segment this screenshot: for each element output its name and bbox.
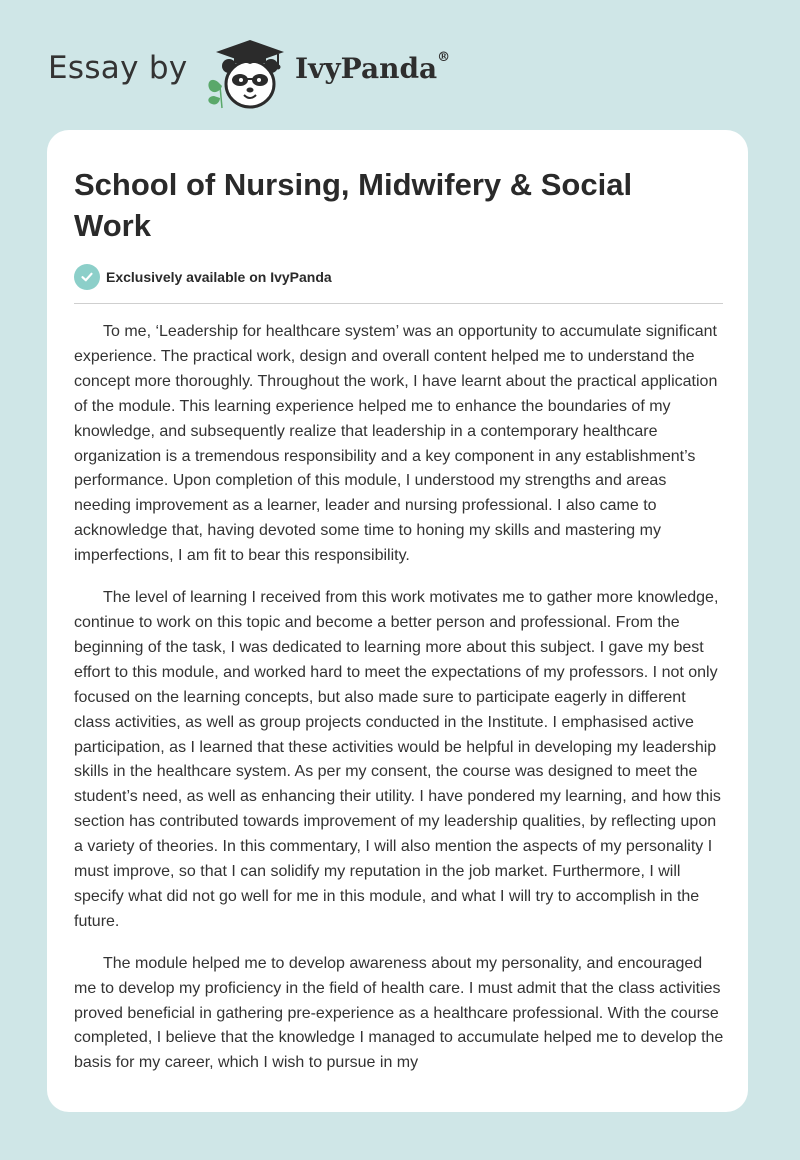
site-header: [0, 0, 800, 130]
exclusive-badge: [74, 264, 332, 290]
paragraph: The module helped me to develop awareness about my personality, and encouraged me to develop my proficiency in the field of health care. I must admit that the class activities proved beneficial in gathering pre-experience as a healthcare professional. With the course completed, I believe that the knowledge I managed to accumulate helped me to develop the basis for my career, which I wish to pursue in my: [74, 954, 724, 1072]
brand-prefix: Essay by: [48, 50, 188, 86]
article-card: [47, 130, 748, 1112]
paragraph: To me, ‘Leadership for healthcare system’ was an opportunity to accumulate significant experience. The practical work, design and overall content helped me to understand the concept more thoroughly. Throughout the work, I have learnt about the practical application of the module. This learning experience helped me to enhance the boundaries of my knowledge, and subsequently realize that leadership in a contemporary healthcare organization is a tremendous responsibility and a key component in any establishment’s performance. Upon completion of this module, I understood my strengths and areas needing improvement as a learner, leader and nursing professional. I also came to acknowledge that, having devoted some time to honing my skills and mastering my imperfections, I am fit to bear this responsibility.: [74, 323, 718, 565]
brand-name-text: IvyPanda: [295, 52, 438, 85]
check-circle-icon: [74, 264, 100, 290]
page-title: School of Nursing, Midwifery & Social Work: [74, 167, 633, 243]
brand-name[interactable]: [295, 52, 450, 85]
paragraph: The level of learning I received from this work motivates me to gather more knowledge, continue to work on this topic and become a better person and professional. From the beginning of the task, I was dedicated to learning more about this subject. I gave my best effort to this module, and worked hard to meet the expectations of my professors. I not only focused on the learning concepts, but also made sure to participate eagerly in different class activities, as well as group projects conducted in the Institute. I emphasised active participation, as I learned that these activities would be helpful in developing my leadership skills in the healthcare system. As per my consent, the course was designed to meet the student’s need, as well as enhancing their utility. I have pondered my learning, and how this section has contributed towards improvement of my leadership qualities, by reflecting upon a variety of theories. In this commentary, I will also mention the aspects of my personality I must improve, so that I can solidify my reputation in the job market. Furthermore, I will specify what did not go well for me in this module, and what I will try to accomplish in the future.: [74, 589, 721, 930]
exclusive-label: Exclusively available on IvyPanda: [106, 269, 332, 285]
article-body: [74, 320, 726, 1093]
registered-mark: ®: [437, 50, 451, 65]
divider: [74, 303, 723, 304]
panda-graduate-icon[interactable]: [200, 36, 292, 110]
